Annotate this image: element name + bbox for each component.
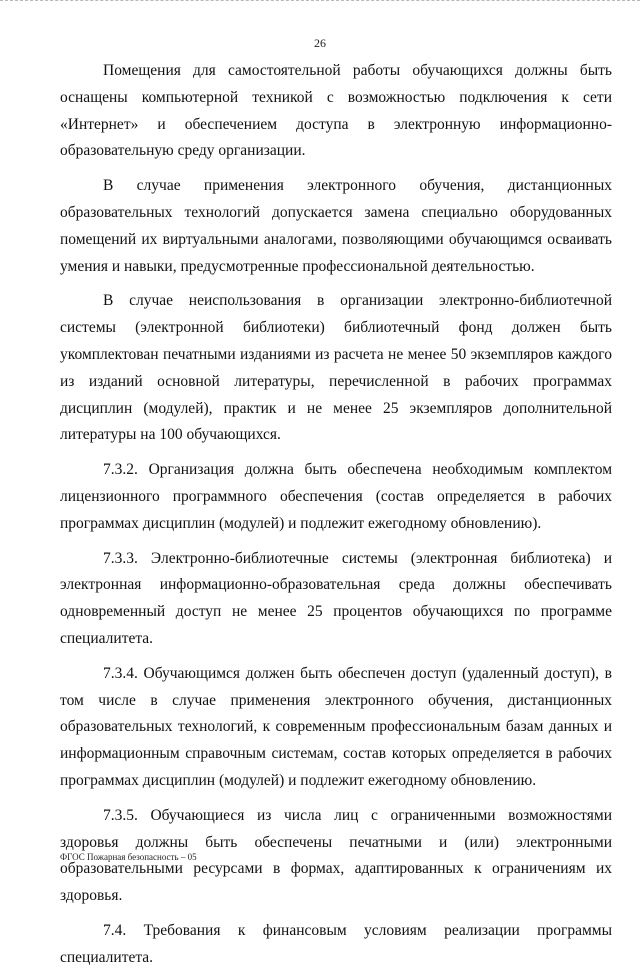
paragraph-7-3-4: 7.3.4. Обучающимся должен быть обеспечен доступ (удаленный доступ), в том числе в случае применения электронного обучения, дистанционных образовательных технологий, к современным профессиональным базам данных и информационным справочным системам, состав которых определяется в рабочих программах дисциплин (модулей) и подлежит ежегодному обновлению. <box>60 664 612 789</box>
paragraph-virtual-analogs: В случае применения электронного обучения, дистанционных образовательных технологий допускается замена специально оборудованных помещений их виртуальными аналогами, позволяющими обучающимся осваивать умения и навыки, предусмотренные профессиональной деятельностью. <box>60 177 612 275</box>
paragraph-library-fund: В случае неиспользования в организации электронно-библиотечной системы (электронной библиотеки) библиотечный фонд должен быть укомплектован печатными изданиями из расчета не менее 50 экземпляров каждого из изданий основной литературы, перечисленной в рабочих программах дисциплин (модулей), практик и не менее 25 экземпляров дополнительной литературы на 100 обучающихся. <box>60 292 612 444</box>
page-footer: ФГОС Пожарная безопасность – 05 <box>60 852 197 862</box>
paragraph-7-4: 7.4. Требования к финансовым условиям реализации программы специалитета. <box>60 921 612 966</box>
page-number: 26 <box>314 36 326 50</box>
scan-edge-line <box>0 0 640 7</box>
paragraph-7-3-5: 7.3.5. Обучающиеся из числа лиц с ограниченными возможностями здоровья должны быть обеспечены печатными и (или) электронными образовательными ресурсами в формах, адаптированных к ограничениям их здоровья. <box>60 806 612 905</box>
paragraph-7-3-3: 7.3.3. Электронно-библиотечные системы (электронная библиотека) и электронная информационно-образовательная среда должны обеспечивать одновременный доступ не менее 25 процентов обучающихся по программе специалитета. <box>60 549 612 647</box>
paragraph-workrooms: Помещения для самостоятельной работы обучающихся должны быть оснащены компьютерной техникой с возможностью подключения к сети «Интернет» и обеспечением доступа в электронную информационно-образовательную среду организации. <box>60 62 612 160</box>
paragraph-7-3-2: 7.3.2. Организация должна быть обеспечена необходимым комплектом лицензионного программного обеспечения (состав определяется в рабочих программах дисциплин (модулей) и подлежит ежегодному обновлению). <box>60 461 612 532</box>
document-body <box>60 58 612 972</box>
